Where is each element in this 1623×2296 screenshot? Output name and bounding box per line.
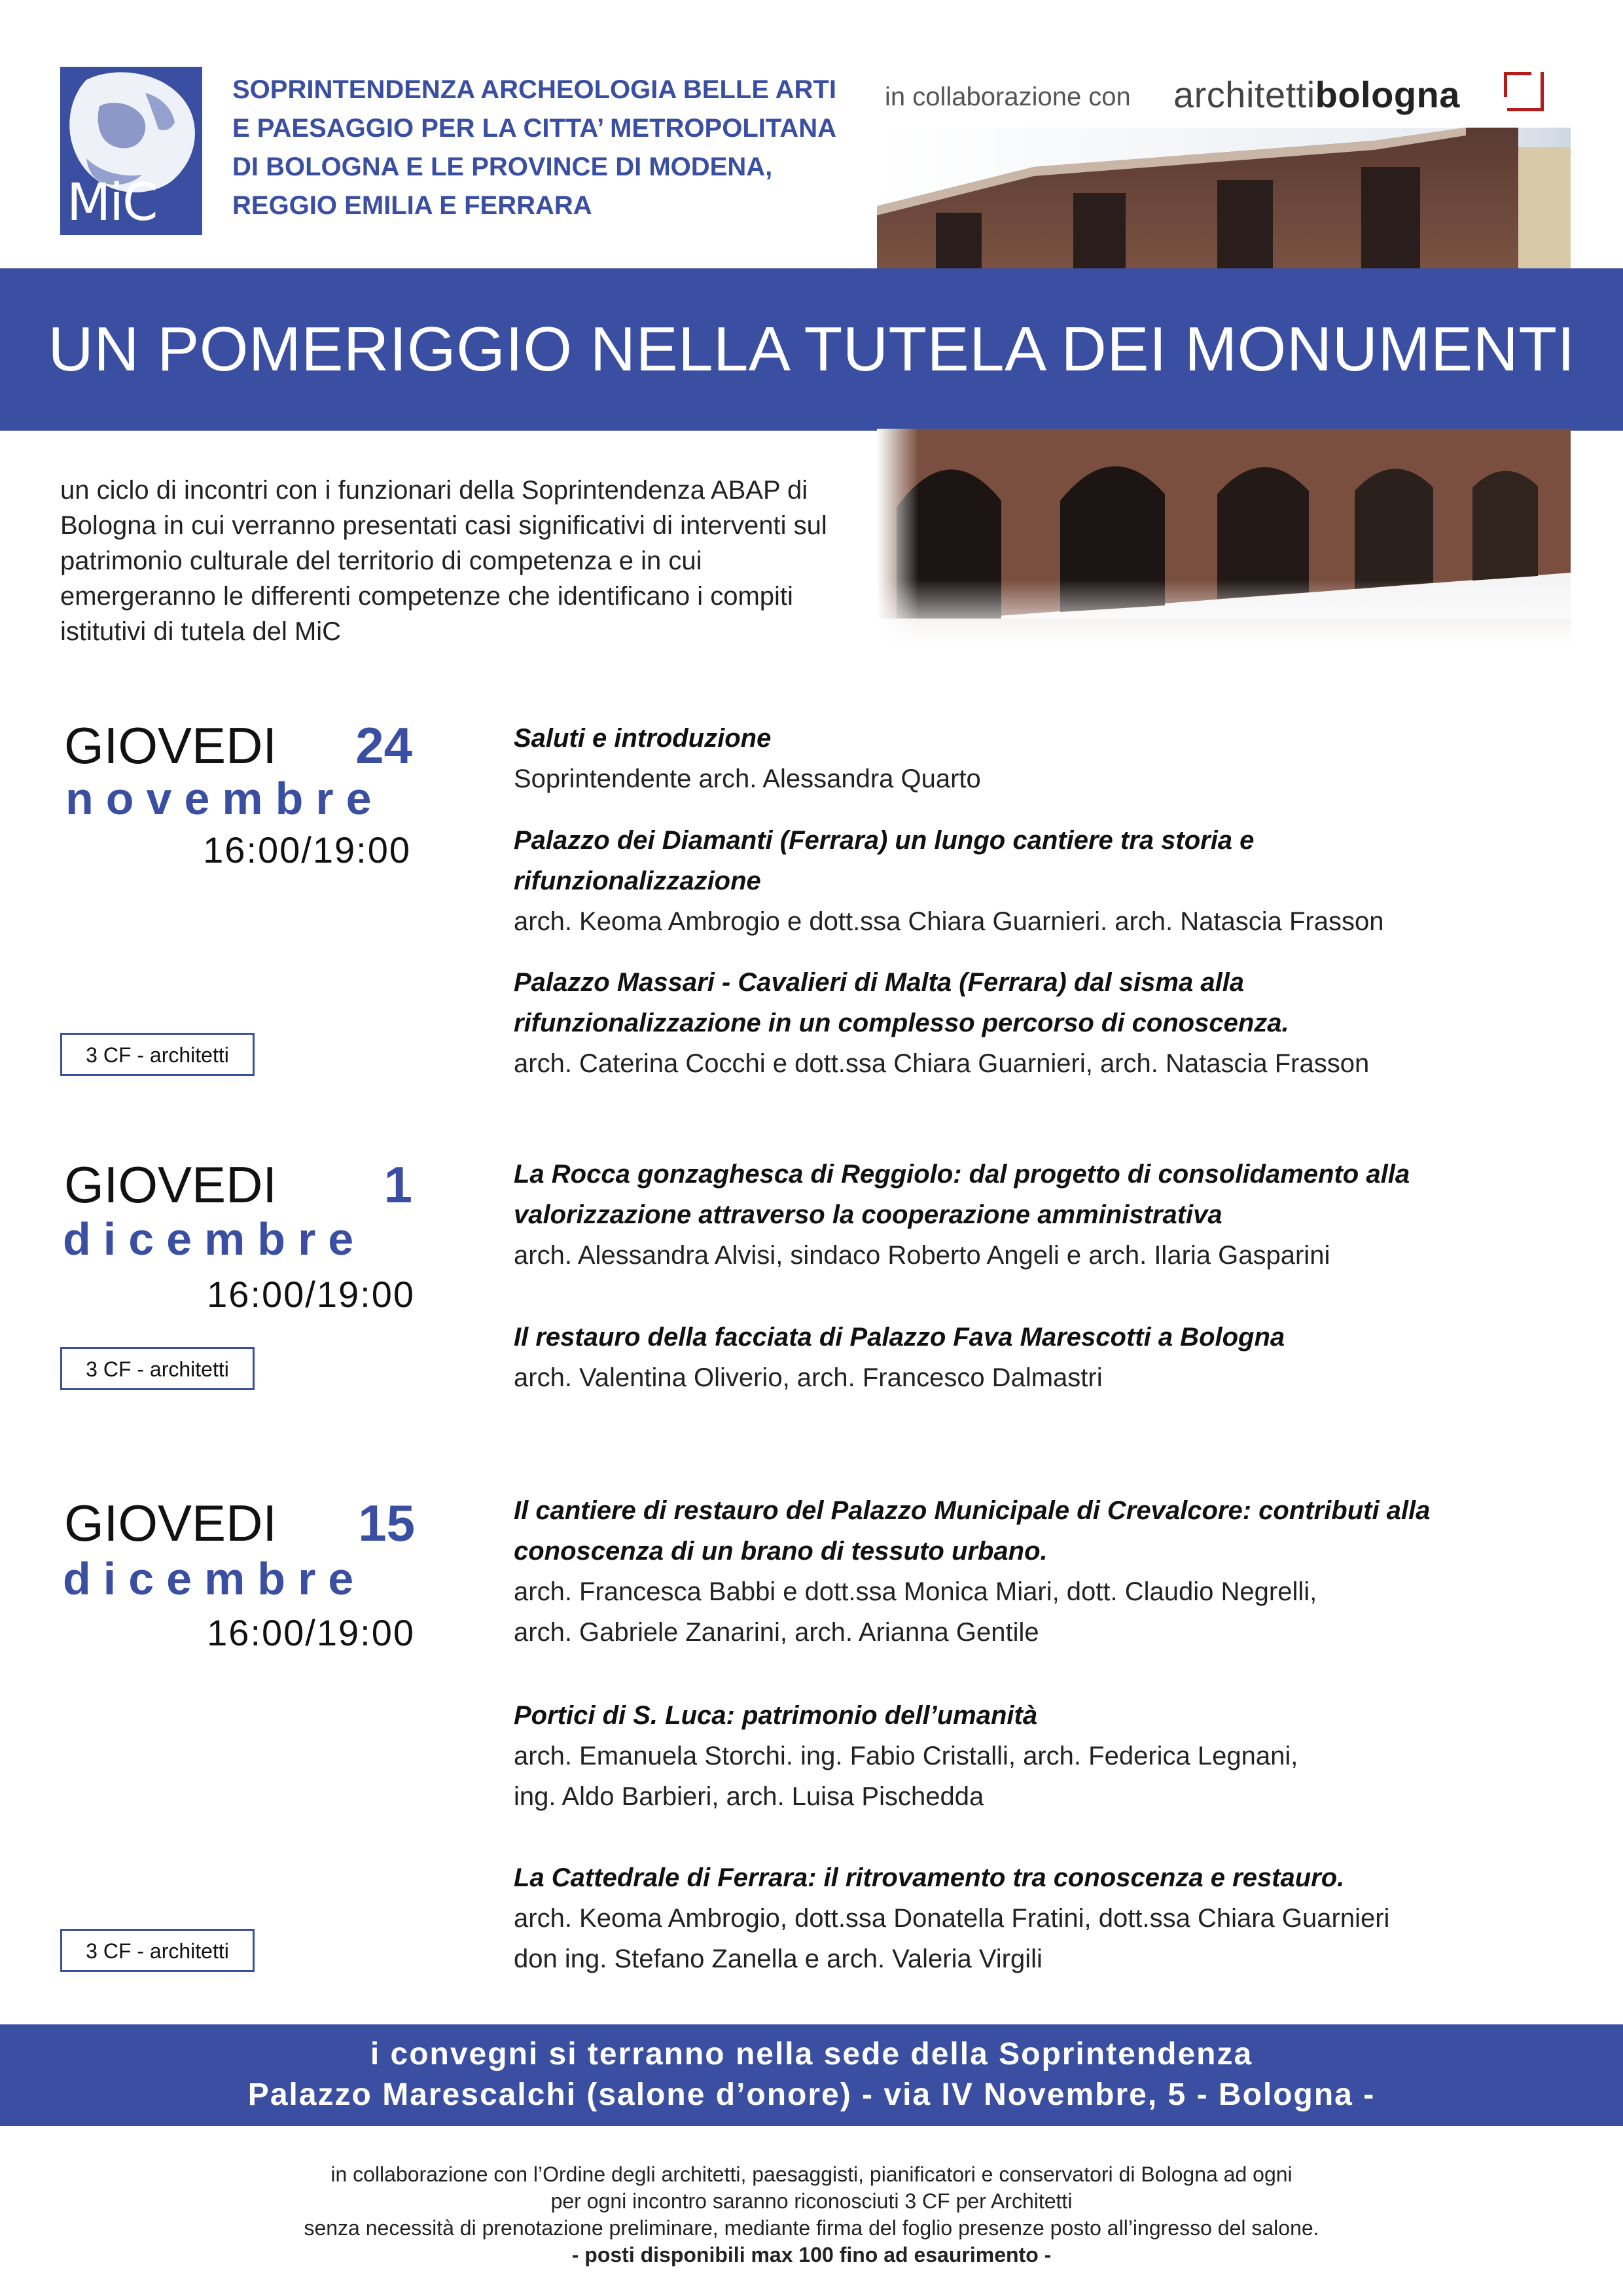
org-line: REGGIO EMILIA E FERRARA	[232, 191, 592, 220]
talk-speakers	[514, 1235, 1561, 1276]
talk-speakers	[514, 1357, 1561, 1398]
talk-speakers-line: arch. Keoma Ambrogio, dott.ssa Donatella Fratini, dott.ssa Chiara Guarnieri	[514, 1904, 1390, 1933]
intro-paragraph	[60, 473, 885, 649]
talk-speakers	[514, 1736, 1561, 1817]
building-photo-top	[877, 128, 1571, 268]
event-hours: 16:00/19:00	[203, 829, 411, 870]
talk-list	[514, 1154, 1561, 1276]
talk-title	[514, 962, 1561, 1043]
talk-speakers	[514, 1898, 1561, 1979]
venue-line: i convegni si terranno nella sede della Soprintendenza	[370, 2037, 1253, 2072]
talk-speakers	[514, 901, 1561, 942]
architetti-bologna-logo	[1173, 73, 1460, 116]
org-line: SOPRINTENDENZA ARCHEOLOGIA BELLE ARTI	[232, 75, 836, 104]
intro-line: un ciclo di incontri con i funzionari della Soprintendenza ABAP di	[60, 476, 808, 505]
logo-text: MiC	[67, 173, 157, 232]
talk-title-line: valorizzazione attraverso la cooperazione amministrativa	[514, 1200, 1222, 1229]
intro-line: Bologna in cui verranno presentati casi significativi di interventi sul	[60, 511, 827, 540]
day-number: 1	[383, 1156, 412, 1213]
talk-title	[514, 1857, 1561, 1898]
talk-title-line: rifunzionalizzazione in un complesso percorso di conoscenza.	[514, 1009, 1289, 1037]
footer-line: in collaborazione con l’Ordine degli architetti, paesaggisti, pianificatori e conservatori di Bologna ad ogni	[330, 2162, 1293, 2186]
footer-line: per ogni incontro saranno riconosciuti 3 CF per Architetti	[550, 2189, 1073, 2213]
talk-speakers-line: arch. Emanuela Storchi. ing. Fabio Cristalli, arch. Federica Legnani,	[514, 1742, 1298, 1770]
talk-speakers-line: arch. Valentina Oliverio, arch. Francesco Dalmastri	[514, 1363, 1103, 1392]
talk-speakers-line: arch. Alessandra Alvisi, sindaco Roberto Angeli e arch. Ilaria Gasparini	[514, 1241, 1330, 1270]
talk-speakers-line: Soprintendente arch. Alessandra Quarto	[514, 764, 981, 793]
talk-title	[514, 718, 1561, 759]
event-hours: 16:00/19:00	[207, 1612, 415, 1653]
intro-line: patrimonio culturale del territorio di competenza e in cui	[60, 547, 702, 575]
talk-title	[514, 820, 1561, 901]
talk-title-line: La Rocca gonzaghesca di Reggiolo: dal progetto di consolidamento alla	[514, 1160, 1410, 1189]
talk-speakers	[514, 1043, 1561, 1084]
venue-info	[0, 2034, 1623, 2115]
day-label: GIOVEDI	[64, 1156, 277, 1213]
talk-title	[514, 1317, 1561, 1357]
talk-list	[514, 1490, 1561, 1653]
page-title: UN POMERIGGIO NELLA TUTELA DEI MONUMENTI	[48, 314, 1575, 384]
footer-notes	[0, 2161, 1623, 2269]
credits-badge: 3 CF - architetti	[60, 1929, 255, 1972]
talk-title-line: Palazzo dei Diamanti (Ferrara) un lungo cantiere tra storia e	[514, 826, 1255, 855]
talk-title-line: rifunzionalizzazione	[514, 867, 761, 895]
footer-line: - posti disponibili max 100 fino ad esaurimento -	[571, 2243, 1052, 2267]
talk-title	[514, 1154, 1561, 1235]
venue-line: Palazzo Marescalchi (salone d’onore) - via IV Novembre, 5 - Bologna -	[247, 2077, 1376, 2112]
talk-list	[514, 1857, 1561, 1979]
day-number: 15	[358, 1494, 415, 1552]
talk-list	[514, 718, 1561, 799]
talk-speakers	[514, 759, 1561, 799]
talk-title-line: conoscenza di un brano di tessuto urbano.	[514, 1537, 1048, 1566]
talk-list	[514, 1695, 1561, 1817]
brand-light: architetti	[1173, 74, 1315, 115]
building-photo-arcade	[877, 429, 1571, 645]
intro-line: emergeranno le differenti competenze che identificano i compiti	[60, 582, 793, 611]
talk-speakers-line: don ing. Stefano Zanella e arch. Valeria Virgili	[514, 1945, 1043, 1973]
org-line: DI BOLOGNA E LE PROVINCE DI MODENA,	[232, 152, 773, 181]
talk-title-line: La Cattedrale di Ferrara: il ritrovamento tra conoscenza e restauro.	[514, 1863, 1345, 1892]
talk-list	[514, 820, 1561, 942]
day-label: GIOVEDI	[64, 1494, 277, 1552]
talk-speakers-line: arch. Keoma Ambrogio e dott.ssa Chiara Guarnieri. arch. Natascia Frasson	[514, 907, 1384, 936]
talk-title-line: Il cantiere di restauro del Palazzo Municipale di Crevalcore: contributi alla	[514, 1496, 1431, 1525]
month-label: novembre	[65, 773, 384, 824]
talk-title	[514, 1490, 1561, 1571]
talk-speakers-line: arch. Caterina Cocchi e dott.ssa Chiara Guarnieri, arch. Natascia Frasson	[514, 1049, 1370, 1078]
month-label: dicembre	[63, 1213, 366, 1265]
org-line: E PAESAGGIO PER LA CITTA’ METROPOLITANA	[232, 114, 837, 143]
talk-title-line: Palazzo Massari - Cavalieri di Malta (Ferrara) dal sisma alla	[514, 968, 1245, 997]
talk-title-line: Portici di S. Luca: patrimonio dell’umanità	[514, 1701, 1038, 1730]
collaboration-label: in collaborazione con	[885, 82, 1131, 111]
mic-logo	[60, 67, 202, 235]
credits-badge: 3 CF - architetti	[60, 1033, 255, 1076]
talk-speakers-line: arch. Francesca Babbi e dott.ssa Monica Miari, dott. Claudio Negrelli,	[514, 1577, 1317, 1606]
talk-list	[514, 1317, 1561, 1398]
organization-name	[232, 71, 874, 225]
talk-list	[514, 962, 1561, 1084]
talk-title	[514, 1695, 1561, 1736]
talk-speakers-line: ing. Aldo Barbieri, arch. Luisa Pischedda	[514, 1782, 984, 1811]
talk-title-line: Il restauro della facciata di Palazzo Fava Marescotti a Bologna	[514, 1323, 1285, 1352]
talk-title-line: Saluti e introduzione	[514, 724, 772, 753]
brand-mark-icon	[1507, 72, 1544, 111]
credits-badge: 3 CF - architetti	[60, 1347, 255, 1390]
day-number: 24	[355, 717, 412, 774]
event-hours: 16:00/19:00	[207, 1274, 415, 1315]
footer-line: senza necessità di prenotazione preliminare, mediante firma del foglio presenze posto all’ingresso del salone.	[304, 2216, 1319, 2240]
month-label: dicembre	[63, 1553, 366, 1604]
day-label: GIOVEDI	[64, 717, 277, 774]
talk-speakers	[514, 1571, 1561, 1653]
brand-bold: bologna	[1315, 74, 1460, 115]
intro-line: istitutivi di tutela del MiC	[60, 617, 342, 646]
talk-speakers-line: arch. Gabriele Zanarini, arch. Arianna Gentile	[514, 1618, 1039, 1647]
